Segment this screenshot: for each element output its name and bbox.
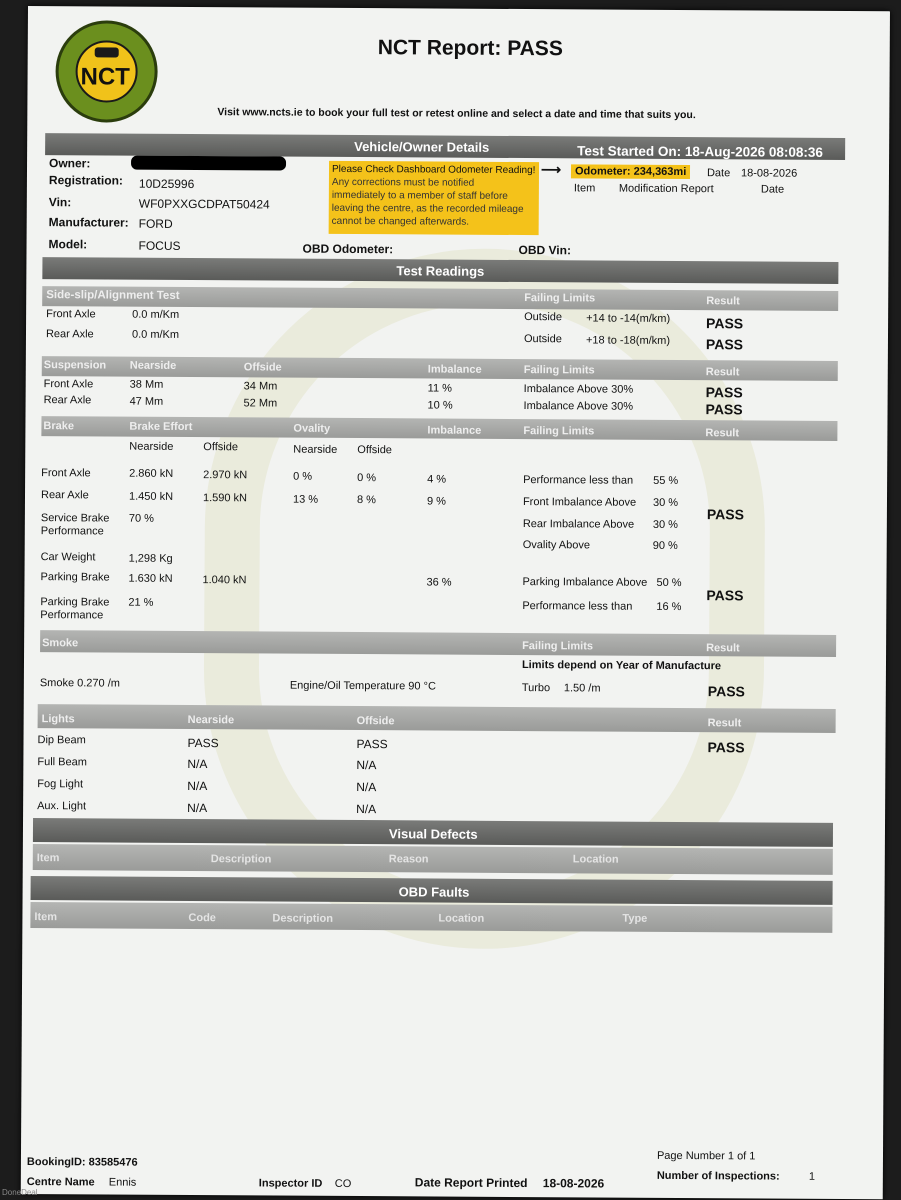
lights-row-off: N/A <box>356 802 377 817</box>
odometer-notice-line: leaving the centre, as the recorded mileage <box>331 202 524 216</box>
obd-col-type: Type <box>622 912 648 925</box>
owner-label: Owner: <box>48 156 91 171</box>
smoke-limits-note: Limits depend on Year of Manufacture <box>521 659 722 673</box>
parking-brake-imb: 36 % <box>426 576 452 589</box>
visual-defects-header <box>33 844 833 875</box>
parking-perf-value: 21 % <box>128 596 154 609</box>
brake-limit-text: Performance less than <box>523 474 634 487</box>
smoke-title: Smoke <box>42 637 79 650</box>
service-brake-value: 70 % <box>128 512 154 525</box>
lights-row-off: N/A <box>356 780 377 795</box>
model-label: Model: <box>48 237 88 252</box>
sideslip-limits-label: Failing Limits <box>524 292 596 305</box>
page-title: NCT Report: PASS <box>377 36 563 61</box>
manufacturer-value: FORD <box>138 216 173 231</box>
lights-row-near: N/A <box>187 800 208 816</box>
smoke-result: PASS <box>707 683 745 700</box>
brake-limit-text: Ovality Above <box>522 539 591 552</box>
inspector-id: CO <box>334 1177 352 1190</box>
parking-perf-label-line: Performance <box>40 609 104 622</box>
suspension-rear-limit: Imbalance Above 30% <box>523 400 634 413</box>
date-printed: 18-08-2026 <box>542 1176 605 1191</box>
visual-col-description: Description <box>210 853 272 866</box>
service-brake-result: PASS <box>706 506 745 523</box>
visual-col-location: Location <box>572 853 619 866</box>
suspension-front-name: Front Axle <box>43 378 94 391</box>
inspections-label: Number of Inspections: <box>656 1169 780 1183</box>
suspension-rear-off: 52 Mm <box>243 397 278 410</box>
visual-defects-title: Visual Defects <box>388 826 478 842</box>
centre-name: Ennis <box>108 1176 137 1189</box>
brake-rear-imb: 9 % <box>426 495 446 508</box>
sideslip-result-label: Result <box>706 295 740 308</box>
odometer-notice-line: Any corrections must be notified <box>331 176 475 189</box>
suspension-front-result: PASS <box>705 384 743 401</box>
brake-limit-value: 30 % <box>652 518 678 531</box>
service-brake-label-line: Service Brake <box>40 512 110 525</box>
sideslip-rear-value: 0.0 m/Km <box>131 328 180 341</box>
obd-col-item: Item <box>34 911 58 924</box>
brake-result-label: Result <box>705 427 740 440</box>
effort-nearside-label: Nearside <box>129 440 174 453</box>
lights-row-off: PASS <box>356 737 388 752</box>
centre-name-label: Centre Name <box>26 1176 95 1189</box>
suspension-imbalance-label: Imbalance <box>427 363 482 376</box>
parking-brake-label: Parking Brake <box>40 571 110 584</box>
suspension-offside-label: Offside <box>243 361 282 374</box>
lights-result: PASS <box>707 739 745 756</box>
odometer-notice-title: Please Check Dashboard Odometer Reading! <box>331 163 536 177</box>
lights-offside-label: Offside <box>356 715 395 728</box>
suspension-rear-name: Rear Axle <box>43 394 92 407</box>
booking-id: BookingID: 83585476 <box>26 1156 138 1169</box>
brake-front-imb: 4 % <box>427 473 447 486</box>
sideslip-rear-name: Rear Axle <box>45 328 94 341</box>
sideslip-front-value: 0.0 m/Km <box>132 308 180 321</box>
lights-result-label: Result <box>707 717 742 730</box>
effort-offside-label: Offside <box>203 441 239 454</box>
booking-notice: Visit www.ncts.ie to book your full test or retest online and select a date and time that suits you. <box>217 106 696 122</box>
brake-rear-near: 1.450 kN <box>128 490 174 503</box>
brake-rear-off: 1.590 kN <box>202 492 248 505</box>
registration-value: 10D25996 <box>138 176 195 192</box>
item-label: Item <box>573 182 596 195</box>
logo-text: NCT <box>80 63 130 91</box>
test-started: Test Started On: 18-Aug-2026 08:08:36 <box>577 143 824 160</box>
car-weight-label: Car Weight <box>40 551 96 564</box>
suspension-title: Suspension <box>43 359 107 372</box>
ovality-rear-off: 8 % <box>356 494 376 507</box>
parking-brake-near: 1.630 kN <box>128 572 173 585</box>
nct-report-sheet <box>21 6 890 1199</box>
arrow-icon: ⟶ <box>540 161 562 178</box>
suspension-front-near: 38 Mm <box>129 378 164 391</box>
smoke-result-label: Result <box>706 642 740 655</box>
vehicle-owner-title: Vehicle/Owner Details <box>354 138 490 155</box>
brake-title: Brake <box>43 420 75 433</box>
sideslip-rear-result: PASS <box>705 336 744 353</box>
suspension-rear-near: 47 Mm <box>129 395 164 408</box>
suspension-front-limit: Imbalance Above 30% <box>523 383 634 396</box>
obd-faults-header <box>30 902 832 933</box>
ovality-front-off: 0 % <box>357 472 377 485</box>
registration-label: Registration: <box>48 173 123 188</box>
brake-limit-value: 90 % <box>652 539 678 552</box>
obd-odometer-label: OBD Odometer: <box>302 241 394 257</box>
parking-brake-off: 1.040 kN <box>202 574 247 587</box>
visual-col-reason: Reason <box>388 853 429 866</box>
date-label: Date <box>706 167 731 180</box>
brake-front-off: 2.970 kN <box>203 469 248 482</box>
brake-front-name: Front Axle <box>41 467 91 480</box>
lights-row-name: Dip Beam <box>37 734 86 747</box>
turbo-value: 1.50 /m <box>563 682 601 695</box>
parking-limit-text: Performance less than <box>522 600 633 613</box>
lights-row-name: Fog Light <box>37 778 84 791</box>
parking-brake-result: PASS <box>706 587 744 604</box>
source-credit: DoneDeal <box>2 1188 38 1197</box>
suspension-nearside-label: Nearside <box>129 359 177 372</box>
vin-value: WF0PXXGCDPAT50424 <box>138 196 270 212</box>
service-brake-label <box>41 512 110 538</box>
lights-nearside-label: Nearside <box>187 713 235 727</box>
brake-limit-text: Front Imbalance Above <box>522 496 637 509</box>
page-number: Page Number 1 of 1 <box>656 1149 756 1163</box>
suspension-rear-imb: 10 % <box>427 399 453 412</box>
nct-logo <box>55 20 158 123</box>
lights-row-near: N/A <box>187 778 208 794</box>
lights-row-name: Aux. Light <box>37 800 87 813</box>
car-weight-value: 1,298 Kg <box>128 552 173 565</box>
date-value: 18-08-2026 <box>740 167 798 180</box>
brake-imbalance-label: Imbalance <box>427 424 482 437</box>
obd-col-description: Description <box>272 912 333 925</box>
lights-row-near: N/A <box>187 756 208 772</box>
owner-redacted <box>131 156 286 171</box>
parking-limit-value: 16 % <box>656 600 682 614</box>
service-brake-label-line: Performance <box>40 525 104 538</box>
suspension-front-off: 34 Mm <box>243 380 278 393</box>
parking-perf-label-line: Parking Brake <box>40 596 110 609</box>
parking-limit-value: 50 % <box>656 576 682 590</box>
smoke-limits-label: Failing Limits <box>522 640 594 653</box>
suspension-limits-label: Failing Limits <box>523 364 595 377</box>
suspension-front-imb: 11 % <box>427 382 452 395</box>
sideslip-front-name: Front Axle <box>46 308 96 321</box>
obd-faults-title: OBD Faults <box>398 884 470 900</box>
modification-report-label: Modification Report <box>618 182 714 196</box>
ovality-rear-near: 13 % <box>292 493 319 506</box>
inspector-id-label: Inspector ID <box>258 1177 323 1190</box>
suspension-result-label: Result <box>705 366 740 379</box>
parking-limit-text: Parking Imbalance Above <box>522 576 648 589</box>
sideslip-front-side: Outside <box>524 311 563 324</box>
sideslip-front-limit: +14 to -14(m/km) <box>586 312 671 325</box>
lights-row-near: PASS <box>187 735 219 751</box>
engine-temp: Engine/Oil Temperature 90 °C <box>289 679 436 693</box>
sideslip-rear-side: Outside <box>523 333 562 346</box>
brake-limits-label: Failing Limits <box>523 425 595 438</box>
obd-col-code: Code <box>188 911 216 925</box>
obd-col-location: Location <box>438 912 485 925</box>
obd-vin-label: OBD Vin: <box>518 243 572 258</box>
brake-limit-value: 55 % <box>653 474 679 487</box>
inspections-count: 1 <box>808 1170 816 1183</box>
odometer-notice-line: cannot be changed afterwards. <box>331 215 470 228</box>
turbo-label: Turbo <box>521 682 551 695</box>
smoke-value: Smoke 0.270 /m <box>39 677 120 690</box>
lights-row-off: N/A <box>356 758 377 773</box>
odometer-notice-line: immediately to a member of staff before <box>331 189 508 202</box>
vin-label: Vin: <box>48 195 72 210</box>
brake-rear-name: Rear Axle <box>40 489 89 502</box>
odometer-notice <box>329 161 539 235</box>
test-readings-title: Test Readings <box>396 263 485 279</box>
lights-row-name: Full Beam <box>37 756 87 769</box>
brake-limit-value: 30 % <box>652 496 679 509</box>
brake-front-near: 2.860 kN <box>129 467 174 480</box>
brake-effort-label: Brake Effort <box>129 420 193 434</box>
ovality-label: Ovality <box>293 422 331 435</box>
ovality-offside-label: Offside <box>357 444 392 457</box>
ovality-front-near: 0 % <box>293 470 313 483</box>
brake-limit-text: Rear Imbalance Above <box>522 518 635 531</box>
odometer-reading: Odometer: 234,363mi <box>571 164 690 179</box>
model-value: FOCUS <box>138 238 181 253</box>
ovality-nearside-label: Nearside <box>293 443 338 456</box>
date-label-2: Date <box>760 183 785 196</box>
suspension-rear-result: PASS <box>705 401 743 418</box>
lights-title: Lights <box>41 713 75 726</box>
sideslip-front-result: PASS <box>706 315 744 332</box>
parking-perf-label <box>40 596 109 622</box>
sideslip-title: Side-slip/Alignment Test <box>46 289 180 302</box>
sideslip-rear-limit: +18 to -18(m/km) <box>585 334 671 347</box>
visual-col-item: Item <box>36 852 60 865</box>
date-printed-label: Date Report Printed <box>414 1175 528 1191</box>
manufacturer-label: Manufacturer: <box>48 215 129 230</box>
